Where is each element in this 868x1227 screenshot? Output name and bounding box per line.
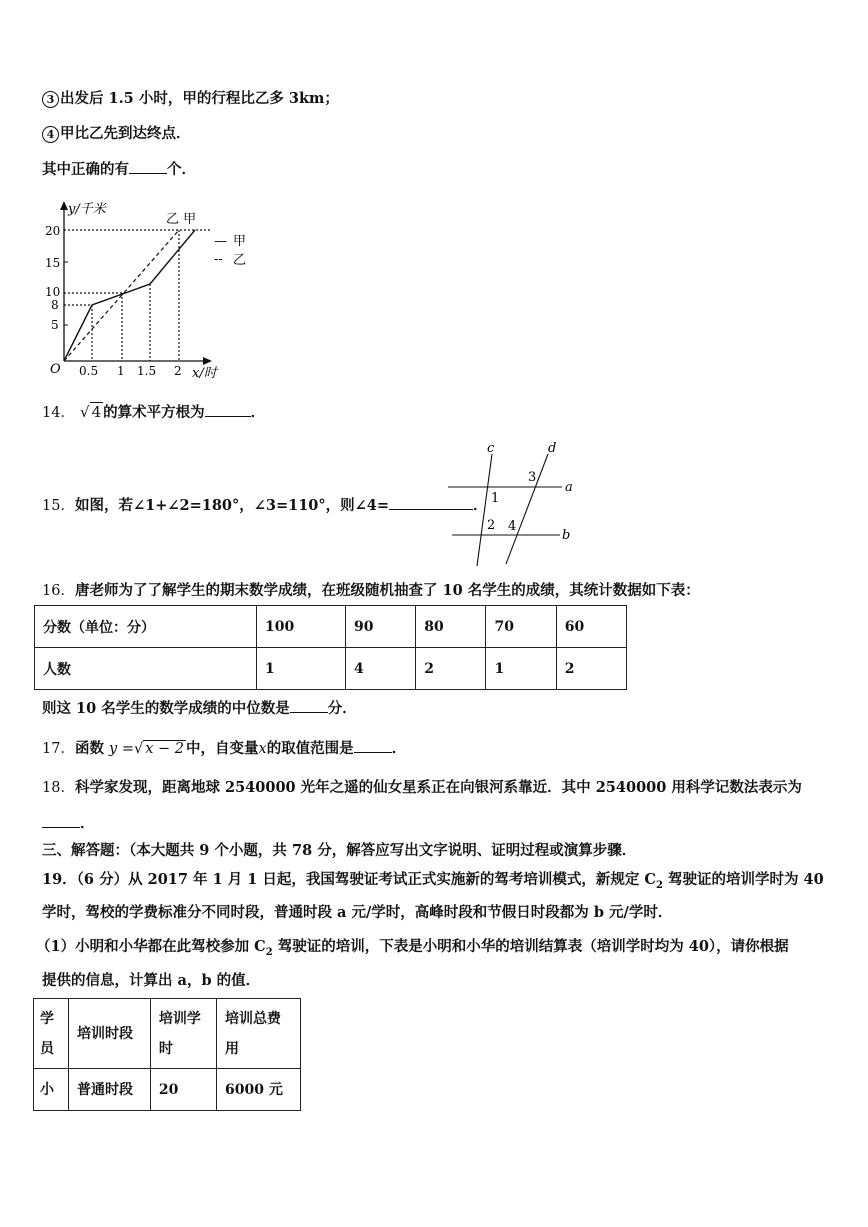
q13-item3: 3 出发后 1.5 小时，甲的行程比乙多 3km； — [42, 89, 339, 109]
q17: 17．函数 y =√ x − 2 中，自变量x的取值范围是 ． — [42, 740, 407, 757]
y-tick: 10 — [45, 285, 61, 299]
q19-line1: 19．（6 分）从 2017 年 1 月 1 日起，我国驾驶证考试正式实施新的驾考培训模式，新规定 $C_2$ 驾驶证的培训学时为 40 — [42, 871, 824, 891]
q19-part1-line2: 提供的信息，计算出 a，b 的值． — [42, 972, 261, 989]
answer-blank[interactable] — [129, 159, 167, 174]
answer-blank[interactable] — [354, 738, 392, 753]
x-tick: 2 — [174, 364, 182, 378]
angle-1: 1 — [491, 491, 500, 506]
label-c: c — [487, 441, 495, 456]
legend-jia: — — [214, 234, 227, 249]
svg-text:乙: 乙 — [233, 253, 247, 268]
training-table — [33, 998, 301, 1111]
x-axis-label: x/时 — [192, 366, 217, 381]
label-a: a — [565, 480, 573, 495]
answer-blank[interactable] — [42, 813, 80, 828]
distance-time-graph — [40, 195, 260, 385]
sqrt-symbol: √ 4 — [80, 403, 102, 421]
q19-part1: （1）小明和小华都在此驾校参加 $C_2$ 驾驶证的培训，下表是小明和小华的培训结算表（培训学时均为 40），请你根据 — [36, 938, 789, 958]
parallel-lines-figure — [440, 438, 590, 568]
angle-4: 4 — [508, 519, 517, 534]
q18-answer-line: ． — [42, 813, 95, 834]
q13-question: 其中正确的有 个． — [42, 161, 196, 178]
score-table — [34, 605, 627, 690]
y-tick: 8 — [51, 298, 59, 312]
label-d: d — [548, 441, 557, 456]
y-tick: 20 — [45, 224, 61, 238]
angle-2: 2 — [487, 518, 496, 533]
origin-label: O — [50, 362, 61, 377]
q14: 14． √ 4 的算术平方根为 ． — [42, 403, 266, 421]
circled-number-3: 3 — [42, 91, 59, 108]
y-axis-label: y/千米 — [68, 202, 106, 217]
table-row: 分数（单位：分） 100 90 80 70 60 — [35, 606, 627, 648]
q16: 16．唐老师为了了解学生的期末数学成绩，在班级随机抽查了 10 名学生的成绩，其统计数据如下表： — [42, 582, 700, 599]
section-heading: 三、解答题：（本大题共 9 个小题，共 78 分，解答应写出文字说明、证明过程或演算步骤． — [42, 842, 637, 859]
q19-line2: 学时，驾校的学费标准分不同时段，普通时段 a 元/学时，高峰时段和节假日时段都为 b 元/学时． — [42, 904, 673, 921]
line-end-labels: 乙 甲 — [166, 212, 197, 227]
circled-number-4: 4 — [42, 126, 59, 143]
q15: 15．如图，若∠1+∠2=180°，∠3=110°，则∠4= ． — [42, 497, 488, 514]
answer-blank[interactable] — [205, 402, 251, 417]
q13-item4: 4 甲比乙先到达终点． — [42, 124, 191, 144]
angle-3: 3 — [528, 470, 537, 485]
table-row: 人数 1 4 2 1 2 — [35, 648, 627, 690]
q18: 18．科学家发现，距离地球 2540000 光年之遥的仙女星系正在向银河系靠近．其中 2540000 用科学记数法表示为 — [42, 779, 802, 796]
y-tick: 15 — [45, 256, 61, 270]
q16-followup: 则这 10 名学生的数学成绩的中位数是 分． — [42, 700, 357, 717]
x-tick: 0.5 — [79, 364, 99, 378]
table-row: 小 普通时段 20 6000 元 — [34, 1069, 301, 1111]
table-row: 学 员 培训时段 培训学 时 培训总费 用 — [34, 999, 301, 1069]
y-tick: 5 — [51, 318, 59, 332]
svg-text:甲: 甲 — [233, 234, 247, 249]
label-b: b — [562, 528, 571, 543]
x-tick: 1 — [117, 364, 125, 378]
answer-blank[interactable] — [290, 698, 328, 713]
legend-yi: -- — [214, 252, 223, 267]
x-tick: 1.5 — [137, 364, 157, 378]
line-jia — [64, 230, 195, 361]
